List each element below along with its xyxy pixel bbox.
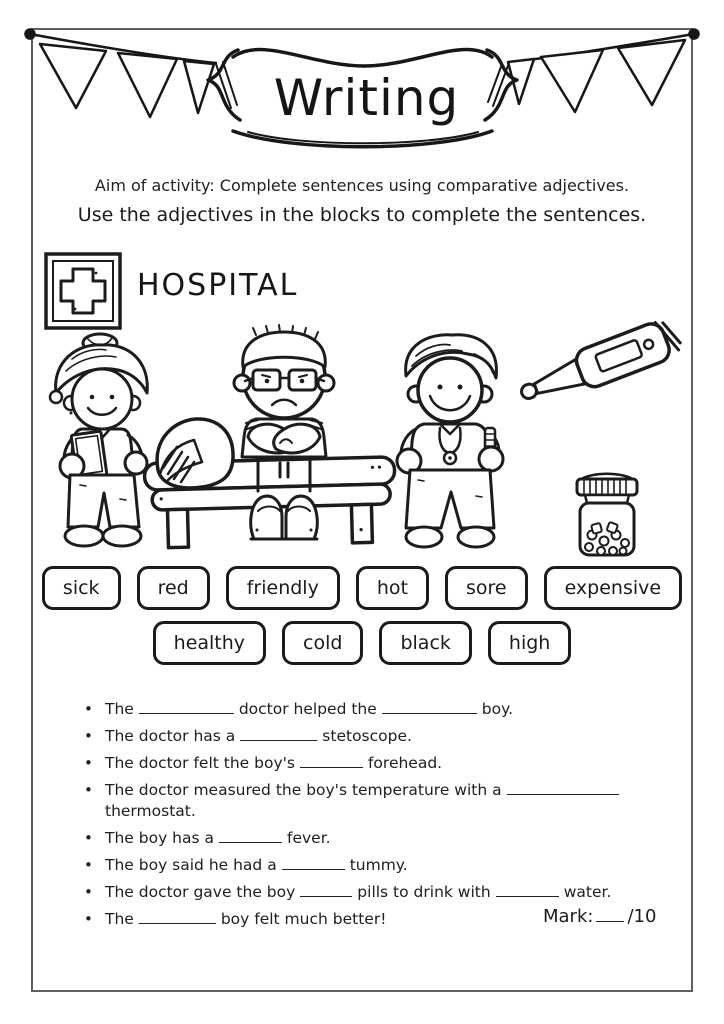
sentence-fragment: fever.	[287, 829, 331, 847]
worksheet-title: Writing	[273, 68, 460, 127]
sentences-list	[84, 699, 684, 936]
sentence-fragment: The doctor gave the boy	[105, 883, 296, 901]
sentence-fragment: The doctor has a	[105, 727, 236, 745]
sentence-text	[105, 828, 684, 849]
sentence-fragment: boy felt much better!	[220, 910, 387, 928]
sentence-item	[84, 780, 684, 822]
word-bank-row2	[153, 621, 572, 665]
sentence-text	[105, 699, 684, 720]
sentence-fragment: tummy.	[349, 856, 408, 874]
sentence-item	[84, 882, 684, 903]
adjective-block-sick: sick	[42, 566, 121, 610]
bullet-marker: •	[84, 727, 93, 745]
adjective-block-sore: sore	[445, 566, 528, 610]
helmet-illustration	[157, 419, 233, 488]
flag-icon	[541, 50, 603, 112]
sentence-fragment: forehead.	[367, 754, 443, 772]
mark-line	[543, 906, 656, 927]
adjective-block-friendly: friendly	[226, 566, 340, 610]
adjective-word-bank	[31, 566, 693, 665]
answer-blank	[496, 883, 559, 897]
section-heading: HOSPITAL	[137, 268, 299, 303]
bullet-marker: •	[84, 781, 93, 799]
sentence-item	[84, 828, 684, 849]
hospital-scene-illustration	[33, 312, 691, 562]
adjective-block-hot: hot	[356, 566, 429, 610]
answer-blank	[240, 727, 317, 741]
sentence-text	[105, 855, 684, 876]
sentence-item	[84, 753, 684, 774]
sentence-text	[105, 753, 684, 774]
aim-line: Aim of activity: Complete sentences using comparative adjectives.	[94, 176, 630, 195]
sentence-fragment: The doctor felt the boy's	[105, 754, 295, 772]
adjective-block-high: high	[488, 621, 571, 665]
mark-blank	[596, 906, 624, 922]
sentence-fragment: pills to drink with	[357, 883, 491, 901]
answer-blank	[139, 910, 216, 924]
adjective-block-expensive: expensive	[544, 566, 683, 610]
answer-blank	[282, 856, 345, 870]
sentence-fragment: The	[105, 910, 134, 928]
word-bank-row1	[42, 566, 682, 610]
answer-blank	[300, 754, 363, 768]
sentence-text	[105, 780, 684, 822]
sentence-fragment: doctor helped the	[238, 700, 377, 718]
sentence-text	[105, 882, 684, 903]
sentence-fragment: The doctor measured the boy's temperature with a	[105, 781, 502, 799]
sentence-fragment: The boy said he had a	[105, 856, 277, 874]
mark-label: Mark:	[543, 906, 594, 927]
flag-icon	[40, 44, 106, 108]
sentence-fragment: stetoscope.	[322, 727, 412, 745]
sentence-text	[105, 726, 684, 747]
thermometer-illustration	[515, 316, 684, 413]
answer-blank	[219, 829, 282, 843]
answer-blank	[382, 700, 477, 714]
answer-blank	[507, 781, 619, 795]
flag-icon	[184, 61, 214, 113]
pin-dot	[690, 30, 699, 39]
sentence-fragment: The boy has a	[105, 829, 214, 847]
bullet-marker: •	[84, 829, 93, 847]
bullet-marker: •	[84, 856, 93, 874]
instruction-line: Use the adjectives in the blocks to complete the sentences.	[77, 204, 647, 226]
bullet-marker: •	[84, 883, 93, 901]
adjective-block-cold: cold	[282, 621, 363, 665]
sentence-fragment: The	[105, 700, 134, 718]
answer-blank	[139, 700, 234, 714]
bullet-marker: •	[84, 754, 93, 772]
adjective-block-black: black	[379, 621, 471, 665]
sentence-item	[84, 699, 684, 720]
sentence-fragment: thermostat.	[105, 802, 196, 820]
sentence-item	[84, 726, 684, 747]
flag-icon	[118, 53, 177, 117]
adjective-block-red: red	[137, 566, 210, 610]
pill-bottle-illustration	[577, 474, 637, 555]
nurse-illustration	[50, 334, 147, 546]
doctor-illustration	[397, 335, 503, 547]
bullet-marker: •	[84, 910, 93, 928]
answer-blank	[300, 883, 352, 897]
flag-icon	[618, 40, 685, 105]
bullet-marker: •	[84, 700, 93, 718]
mark-total: /10	[627, 906, 657, 927]
sentence-fragment: water.	[563, 883, 612, 901]
adjective-block-healthy: healthy	[153, 621, 266, 665]
sentence-item	[84, 855, 684, 876]
sentence-fragment: boy.	[481, 700, 513, 718]
pin-dot	[26, 30, 35, 39]
